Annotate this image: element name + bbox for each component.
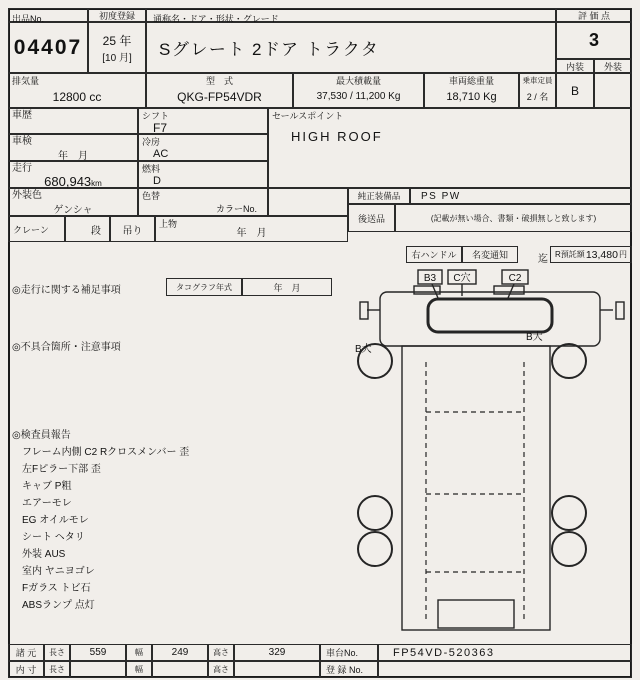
model-code-value: QKG-FP54VDR xyxy=(177,89,262,104)
inspector-report-line: Fガラス トビ石 xyxy=(22,583,91,594)
crane-stage-label: 段 xyxy=(91,225,101,237)
registration-no-label: 登 録 No. xyxy=(320,661,378,678)
tachograph-value-cell xyxy=(242,278,332,296)
interior-grade-value: B xyxy=(570,83,579,98)
gross-weight-value: 18,710 Kg xyxy=(446,90,497,103)
tachograph-label: タコグラフ年式 xyxy=(176,282,232,292)
inspector-report-line: 左Fピラー下部 歪 xyxy=(22,464,101,475)
exterior-label: 外装 xyxy=(603,61,622,72)
inner-height-value xyxy=(234,661,320,678)
color-change-label: 色替 xyxy=(142,191,161,201)
rear-left-wheel-2 xyxy=(358,532,392,566)
front-right-wheel xyxy=(552,344,586,378)
defect-title: ◎不具合箇所・注意事項 xyxy=(12,342,121,353)
handle-label: 右ハンドル xyxy=(411,250,457,260)
exterior-grade-cell xyxy=(594,73,632,108)
body-color-label: 外装色 xyxy=(12,190,42,201)
interior-label: 内装 xyxy=(565,61,584,72)
until-label: 迄 xyxy=(538,254,548,265)
spec-row-label: 諸 元 xyxy=(8,644,44,661)
deposit-unit: 円 xyxy=(619,250,627,259)
crane-cell xyxy=(8,216,65,242)
grade-label: 評 価 点 xyxy=(577,10,610,21)
rear-crossmember xyxy=(438,600,514,628)
sales-point-label: セールスポイント xyxy=(272,111,344,121)
crane-label: クレーン xyxy=(13,224,49,235)
inspection-label: 車検 xyxy=(12,136,32,147)
shift-label: シフト xyxy=(142,111,170,121)
first-registration-month: [10 月] xyxy=(102,52,132,64)
name-change-box xyxy=(462,246,518,263)
height-label: 高さ xyxy=(208,644,234,661)
crane-stage-cell xyxy=(65,216,110,242)
rear-left-wheel-1 xyxy=(358,496,392,530)
shift-value: F7 xyxy=(153,121,168,135)
max-load-value: 37,530 / 11,200 Kg xyxy=(316,91,401,102)
inner-row-label: 内 寸 xyxy=(8,661,44,678)
inspector-title: ◎検査員報告 xyxy=(12,430,71,441)
inspector-report-line: フレーム内側 C2 Rクロスメンバー 歪 xyxy=(22,447,190,458)
displacement-value: 12800 cc xyxy=(52,89,102,104)
first-registration-year: 25 年 xyxy=(102,33,132,48)
model-name-label: 通称名・ドア・形状・グレード xyxy=(153,14,279,24)
grade-cell xyxy=(556,22,632,59)
length-label: 長さ xyxy=(44,644,70,661)
history-cell xyxy=(8,108,138,134)
equipment-label: 純正装備品 xyxy=(357,191,401,201)
shift-cell xyxy=(138,108,268,134)
mileage-value: 680,943 xyxy=(44,174,92,189)
color-no-label: カラーNo. xyxy=(215,203,257,214)
capacity-label: 乗車定員 xyxy=(522,76,553,85)
exterior-header xyxy=(594,59,632,73)
capacity-cell xyxy=(519,73,556,108)
right-mirror xyxy=(616,302,624,319)
registration-no-value xyxy=(378,661,632,678)
grade-value: 3 xyxy=(588,30,599,50)
displacement-label: 排気量 xyxy=(12,76,40,86)
chassis-outline xyxy=(402,346,550,630)
interior-header xyxy=(556,59,594,73)
model-code-label: 型 式 xyxy=(205,76,233,86)
marker-c-hole: C穴 xyxy=(453,273,471,284)
length-value: 559 xyxy=(70,644,126,661)
model-code-cell xyxy=(146,73,293,108)
inspector-report-line: キャブ P粗 xyxy=(22,481,72,492)
inspector-report xyxy=(22,444,342,614)
marker-b-large-right: B大 xyxy=(526,332,543,343)
capacity-value: 2 / 名 xyxy=(526,92,549,102)
auction-no-label: 出品No. xyxy=(12,14,45,24)
gross-weight-label: 車両総重量 xyxy=(448,76,494,86)
auction-no-value: 04407 xyxy=(13,35,83,59)
mileage-unit: km xyxy=(91,179,102,188)
equipment-value-cell xyxy=(410,188,632,204)
height-value: 329 xyxy=(234,644,320,661)
model-name-cell xyxy=(146,22,556,73)
mileage-cell xyxy=(8,161,138,188)
body-color-value: ゲンシャ xyxy=(53,205,93,216)
deposit-label: R預託額 xyxy=(555,250,585,259)
history-value xyxy=(9,121,137,133)
equipment-value: PS PW xyxy=(421,190,461,202)
inner-width-label: 幅 xyxy=(126,661,152,678)
gross-weight-cell xyxy=(424,73,519,108)
marker-b-large-left: B大 xyxy=(355,344,372,355)
blank-cell xyxy=(268,188,348,216)
later-items-label-cell xyxy=(348,204,395,232)
color-change-cell xyxy=(138,188,268,216)
inspector-report-line: ABSランプ 点灯 xyxy=(22,600,95,611)
first-registration-header xyxy=(88,8,146,22)
inspection-cell xyxy=(8,134,138,161)
history-label: 車歴 xyxy=(12,110,32,121)
crane-lift-cell xyxy=(110,216,155,242)
ac-cell xyxy=(138,134,268,161)
sales-point-cell xyxy=(268,108,632,188)
grade-header xyxy=(556,8,632,22)
body-date-value: 年 月 xyxy=(236,227,267,239)
marker-b3: B3 xyxy=(423,273,437,284)
windshield xyxy=(428,299,552,332)
fuel-cell xyxy=(138,161,268,188)
inner-length-label: 長さ xyxy=(44,661,70,678)
tachograph-label-cell xyxy=(166,278,242,296)
max-load-cell xyxy=(293,73,424,108)
inspector-report-line: 外装 AUS xyxy=(22,549,66,560)
mileage-label: 走行 xyxy=(12,163,32,174)
ac-label: 冷房 xyxy=(142,137,161,147)
later-items-note-cell xyxy=(395,204,632,232)
ac-value: AC xyxy=(153,147,169,160)
inner-length-value xyxy=(70,661,126,678)
inspector-report-line: シート ヘタリ xyxy=(22,532,85,543)
name-change-label: 名変通知 xyxy=(471,250,508,260)
later-items-label: 後送品 xyxy=(357,213,385,224)
width-value: 249 xyxy=(152,644,208,661)
mileage-note-title: ◎走行に関する補足事項 xyxy=(12,285,121,296)
chassis-no-label: 車台No. xyxy=(320,644,378,661)
equipment-label-cell xyxy=(348,188,410,204)
left-mirror xyxy=(360,302,368,319)
body-color-cell xyxy=(8,188,138,216)
model-name-header xyxy=(146,8,556,22)
rear-right-wheel-1 xyxy=(552,496,586,530)
displacement-cell xyxy=(8,73,146,108)
crane-lift-label: 吊り xyxy=(122,225,143,237)
sales-point-value: HIGH ROOF xyxy=(291,129,383,144)
inner-width-value xyxy=(152,661,208,678)
inspection-value: 年 月 xyxy=(58,151,88,162)
inspector-report-line: エアーモレ xyxy=(22,498,72,509)
later-items-note: (記載が無い場合、書類・破損無しと致します) xyxy=(430,213,597,223)
interior-grade-cell xyxy=(556,73,594,108)
chassis-no-value: FP54VD-520363 xyxy=(378,644,632,661)
body-label: 上物 xyxy=(159,219,178,229)
deposit-box xyxy=(550,246,632,263)
first-registration-label: 初度登録 xyxy=(98,10,135,21)
model-name-value: Sグレート 2ドア トラクタ xyxy=(159,40,380,59)
marker-c2: C2 xyxy=(508,273,522,284)
auction-no-cell xyxy=(8,22,88,73)
width-label: 幅 xyxy=(126,644,152,661)
fuel-value: D xyxy=(153,174,161,187)
handle-badge xyxy=(406,246,462,263)
inspector-report-line: EG オイルモレ xyxy=(22,515,89,526)
inspector-report-line: 室内 ヤニヨゴレ xyxy=(22,566,95,577)
max-load-label: 最大積載量 xyxy=(335,76,381,86)
body-date-cell xyxy=(155,216,348,242)
inner-height-label: 高さ xyxy=(208,661,234,678)
fuel-label: 燃料 xyxy=(142,164,161,174)
truck-diagram xyxy=(354,262,630,642)
tachograph-value: 年 月 xyxy=(273,282,301,293)
deposit-value: 13,480 xyxy=(585,248,618,261)
first-registration-cell xyxy=(88,22,146,73)
rear-right-wheel-2 xyxy=(552,532,586,566)
auction-no-header xyxy=(8,8,88,22)
